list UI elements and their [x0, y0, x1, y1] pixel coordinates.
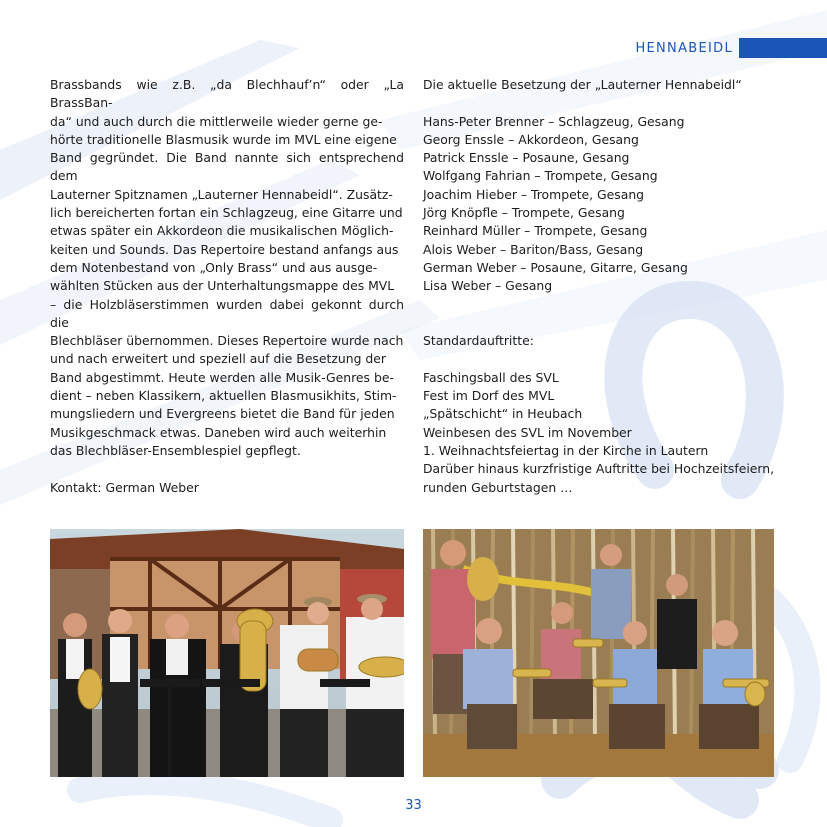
page-number: 33 [405, 798, 422, 813]
section-header [635, 38, 827, 58]
appearance-item: Darüber hinaus kurzfristige Auftritte bei Hochzeitsfeiern, [423, 461, 775, 477]
member-item: Reinhard Müller – Trompete, Gesang [423, 223, 648, 239]
section-title: HENNABEIDL [635, 40, 733, 56]
appearance-item: 1. Weihnachtsfeiertag in der Kirche in Lautern [423, 442, 709, 458]
appearances-heading: Standardauftritte: [423, 333, 534, 349]
intro-paragraph [50, 76, 404, 460]
appearance-item: Weinbesen des SVL im November [423, 424, 632, 440]
right-column [423, 76, 793, 497]
paragraph-line: mungsliedern und Evergreens bietet die Band für jeden [50, 406, 395, 422]
paragraph-line: hörte traditionelle Blasmusik wurde im MVL eine eigene [50, 131, 397, 147]
appearances-list [423, 369, 793, 497]
band-outdoor-photo [50, 529, 404, 777]
paragraph-line: etwas später ein Akkordeon die musikalischen Möglich- [50, 223, 394, 239]
member-item: Patrick Enssle – Posaune, Gesang [423, 150, 630, 166]
left-column [50, 76, 404, 497]
paragraph-line: dem Notenbestand von „Only Brass“ und aus ausge- [50, 259, 378, 275]
paragraph-line: Blechbläser übernommen. Dieses Repertoire wurde nach [50, 333, 404, 349]
member-item: Georg Enssle – Akkordeon, Gesang [423, 131, 639, 147]
band-indoor-photo [423, 529, 774, 777]
paragraph-line: wählten Stücken aus der Unterhaltungsmappe des MVL [50, 278, 395, 294]
paragraph-line: Musikgeschmack etwas. Daneben wird auch weiterhin [50, 424, 387, 440]
paragraph-line: Band gegründet. Die Band nannte sich entsprechend dem [50, 150, 404, 184]
member-item: Wolfgang Fahrian – Trompete, Gesang [423, 168, 658, 184]
paragraph-line: keiten und Sounds. Das Repertoire bestand anfangs aus [50, 241, 399, 257]
paragraph-line: Brassbands wie z.B. „da Blechhauf’n“ oder „La BrassBan- [50, 77, 404, 111]
paragraph-line: das Blechbläser-Ensemblespiel gepflegt. [50, 442, 301, 458]
member-item: Hans-Peter Brenner – Schlagzeug, Gesang [423, 113, 685, 129]
paragraph-line: dient – neben Klassikern, aktuellen Blasmusikhits, Stim- [50, 388, 397, 404]
appearance-item: runden Geburtstagen … [423, 479, 573, 495]
member-item: German Weber – Posaune, Gitarre, Gesang [423, 259, 688, 275]
paragraph-line: Band abgestimmt. Heute werden alle Musik-Genres be- [50, 369, 394, 385]
paragraph-line: – die Holzbläserstimmen wurden dabei gekonnt durch die [50, 296, 404, 330]
contact-line: Kontakt: German Weber [50, 479, 199, 495]
paragraph-line: lich bereicherten fortan ein Schlagzeug, eine Gitarre und [50, 205, 403, 221]
member-item: Joachim Hieber – Trompete, Gesang [423, 186, 645, 202]
appearance-item: Fest im Dorf des MVL [423, 388, 555, 404]
paragraph-line: und nach erweitert und speziell auf die Besetzung der [50, 351, 386, 367]
section-accent-bar [739, 38, 827, 58]
member-item: Lisa Weber – Gesang [423, 278, 553, 294]
member-item: Alois Weber – Bariton/Bass, Gesang [423, 241, 644, 257]
member-item: Jörg Knöpfle – Trompete, Gesang [423, 205, 625, 221]
members-heading: Die aktuelle Besetzung der „Lauterner Hennabeidl“ [423, 77, 742, 92]
appearance-item: „Spätschicht“ in Heubach [423, 406, 583, 422]
appearance-item: Faschingsball des SVL [423, 369, 559, 385]
members-list [423, 113, 793, 296]
paragraph-line: da“ und auch durch die mittlerweile wieder gerne ge- [50, 113, 383, 129]
paragraph-line: Lauterner Spitznamen „Lauterner Hennabeidl“. Zusätz- [50, 186, 393, 202]
